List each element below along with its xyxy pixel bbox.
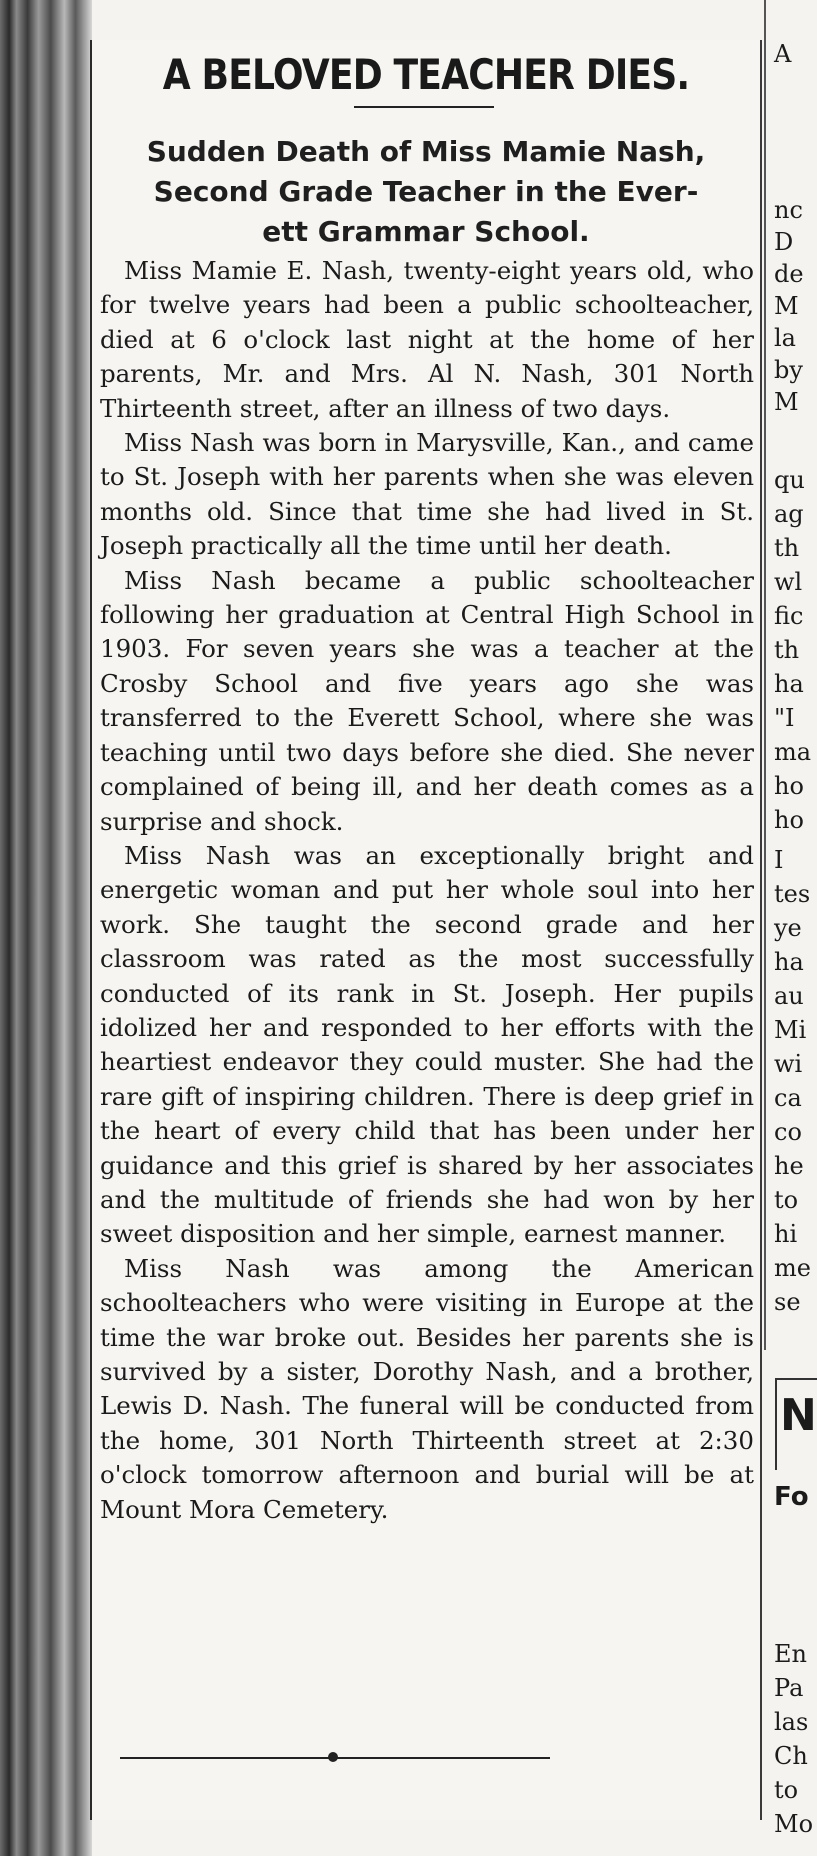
paragraph: Miss Nash was among the American schoolteachers who were visiting in Europe at the time the war broke out. Besides her parents she is survived by a sister, Dorothy Nash, and a brother, Lewis D. Nash. The funeral will be conducted from the home, 301 North Thirteenth street at 2:30 o'clock tomorrow afternoon and burial will be at Mount Mora Cemetery. (100, 1253, 754, 1524)
fragment: ho (774, 772, 804, 800)
fragment: wl (774, 568, 803, 596)
fragment: fic (774, 602, 804, 630)
fragment: to (774, 1776, 799, 1804)
fragment: ye (774, 914, 802, 942)
fragment: ma (774, 738, 812, 766)
end-ornament (328, 1752, 338, 1762)
deck-line: Second Grade Teacher in the Ever- (153, 175, 699, 208)
fragment: Pa (774, 1674, 804, 1702)
adjacent-box-border (775, 1378, 817, 1470)
fragment: wi (774, 1050, 803, 1078)
fragment: M (774, 388, 799, 416)
paragraph: Miss Nash became a public schoolteacher following her graduation at Central High School in 1903. For seven years she was a teacher at the Crosby School and five years ago she was transferred to the Everett School, where she was teaching until two days before she died. She never complained of being ill, and her death comes as a surprise and shock. (100, 565, 754, 836)
headline-rule (354, 106, 494, 108)
fragment: to (774, 1186, 799, 1214)
fragment: ca (774, 1084, 802, 1112)
fragment: ha (774, 670, 804, 698)
fragment: ha (774, 948, 804, 976)
paragraph: Miss Nash was an exceptionally bright and energetic woman and put her whole soul into her work. She taught the second grade and her classroom was rated as the most successfully conducted of its rank in St. Joseph. Her pupils idolized her and responded to her efforts with the heartiest endeavor they could muster. She had the rare gift of inspiring children. There is deep grief in the heart of every child that has been under her guidance and this grief is shared by her associates and the multitude of friends she had won by her sweet disposition and her simple, earnest manner. (100, 840, 754, 1249)
fragment: co (774, 1118, 802, 1146)
fragment: En (774, 1640, 807, 1668)
fragment: tes (774, 880, 811, 908)
fragment: I (774, 846, 784, 874)
fragment: by (774, 356, 803, 384)
paragraph: Miss Nash was born in Marysville, Kan., and came to St. Joseph with her parents when she was eleven months old. Since that time she had lived in St. Joseph practically all the time until her death. (100, 428, 754, 561)
fragment: las (774, 1708, 809, 1736)
fragment: qu (774, 466, 805, 494)
fragment: "I (774, 704, 795, 732)
fragment: D (774, 228, 794, 256)
fragment: th (774, 636, 800, 664)
article-body (100, 254, 754, 1527)
adjacent-subheading: Fo (774, 1482, 809, 1512)
article-column (90, 40, 762, 1820)
column-divider (764, 0, 766, 1350)
fragment: au (774, 982, 804, 1010)
fragment: M (774, 292, 799, 320)
fragment: Mo (774, 1810, 814, 1838)
fragment: Mi (774, 1016, 807, 1044)
fragment: de (774, 260, 804, 288)
fragment: ho (774, 806, 804, 834)
deck (100, 132, 752, 252)
scan-left-edge (0, 0, 92, 1856)
adjacent-heading: N (780, 1390, 817, 1441)
fragment: th (774, 534, 800, 562)
fragment: nc (774, 196, 803, 224)
deck-line: Sudden Death of Miss Mamie Nash, (146, 135, 706, 168)
fragment: A (774, 40, 792, 68)
deck-line: ett Grammar School. (262, 215, 590, 248)
paragraph: Miss Mamie E. Nash, twenty-eight years old, who for twelve years had been a public schoolteacher, died at 6 o'clock last night at the home of her parents, Mr. and Mrs. Al N. Nash, 301 North Thirteenth street, after an illness of two days. (100, 256, 754, 423)
fragment: la (774, 324, 796, 352)
fragment: se (774, 1288, 801, 1316)
headline: A BELOVED TEACHER DIES. (162, 50, 690, 99)
fragment: me (774, 1254, 811, 1282)
adjacent-column (768, 0, 817, 1856)
fragment: hi (774, 1220, 798, 1248)
fragment: he (774, 1152, 804, 1180)
fragment: ag (774, 500, 804, 528)
fragment: Ch (774, 1742, 808, 1770)
